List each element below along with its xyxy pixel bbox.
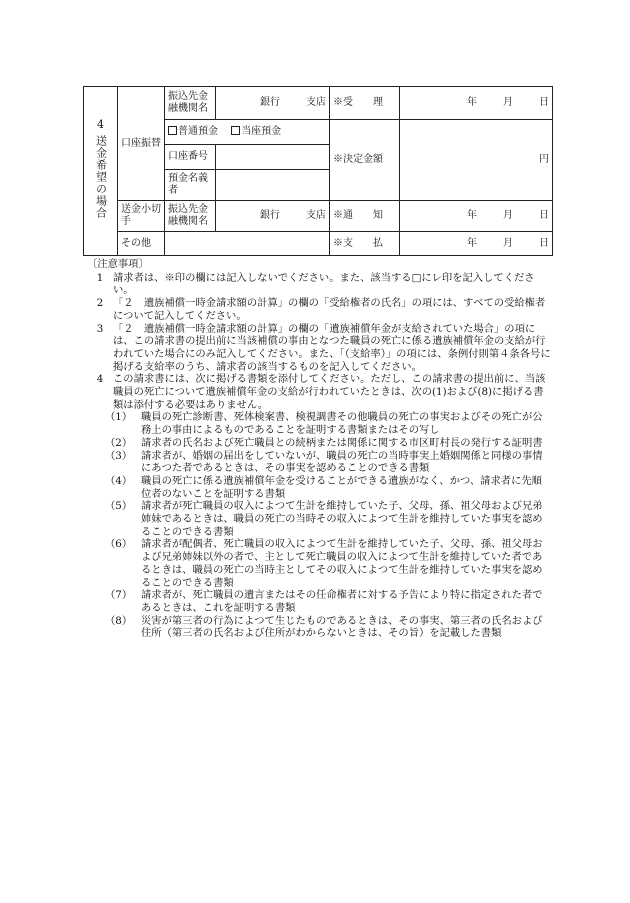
- month-label: 月: [503, 237, 513, 249]
- note-item-3: 3 「２ 遺族補償一時金請求額の計算」の欄の「遺族補償年金が支給されていた場合」の項には、この請求書の提出前に当該補償の事由となつた職員の死亡に係る遺族補償年金の支給が行われていた場合にのみ記入してください。また、「（支給率）」の項には、条例付則第４条各号に掲げる支給率のうち、請求者の該当するものを記入してください。: [96, 322, 551, 373]
- remittance-table: [83, 86, 553, 256]
- decided-amount-field[interactable]: [400, 120, 553, 201]
- attachment-item-5: （5） 請求者が死亡職員の収入によつて生計を維持していた子、父母、孫、祖父母および兄弟姉妹であるときは、職員の死亡の当時その収入によつて生計を維持していた事実を認めることのできる書類: [105, 500, 543, 538]
- check-bank-name-field[interactable]: [216, 201, 330, 232]
- attachment-item-1: （1） 職員の死亡診断書、死体検案書、検視調書その他職員の死亡の事実およびその死亡が公務上の事由によるものであることを証明する書類またはその写し: [105, 411, 543, 437]
- notes-section: [87, 258, 552, 640]
- bank-name-label: 振込先金融機関名: [165, 87, 216, 120]
- attachment-item-3: （3） 請求者が、婚姻の届出をしていないが、職員の死亡の当時事実上婚姻関係と同様の事情にあつた者であるときは、その事実を認めることのできる書類: [105, 449, 543, 475]
- month-label: 月: [503, 97, 513, 108]
- check-bank-name-label: 振込先金融機関名: [165, 201, 216, 232]
- current-deposit-label: 当座預金: [241, 126, 282, 137]
- month-label: 月: [503, 210, 513, 221]
- receipt-label: ※受 理: [330, 87, 400, 120]
- bank-label: 銀行: [260, 210, 280, 221]
- year-label: 年: [467, 210, 477, 221]
- payment-label: ※支 払: [330, 232, 400, 256]
- attachment-item-6: （6） 請求者が配偶者、死亡職員の収入によつて生計を維持していた子、父母、孫、祖父母および兄弟姉妹以外の者で、主として死亡職員の収入によつて生計を維持していた者であるときは、職員の死亡の当時主としてその収入によつて生計を維持していた事実を認めることのできる書類: [105, 538, 543, 589]
- account-number-label: 口座番号: [165, 145, 216, 170]
- account-holder-label: 預金名義者: [165, 170, 216, 201]
- branch-label: 支店: [306, 210, 326, 221]
- year-label: 年: [467, 97, 477, 108]
- current-deposit-checkbox[interactable]: [231, 126, 240, 135]
- section-title: 送金希望の場合: [94, 135, 108, 219]
- attachment-item-8: （8） 災害が第三者の行為によつて生じたものであるときは、その事実、第三者の氏名および住所（第三者の氏名および住所がわからないときは、その旨）を記載した書類: [105, 614, 543, 640]
- note-item-2: 2 「２ 遺族補償一時金請求額の計算」の欄の「受給権者の氏名」の項には、すべての受給権者について記入してください。: [96, 297, 546, 322]
- account-holder-field[interactable]: [216, 170, 330, 201]
- payment-date-field[interactable]: [400, 232, 553, 256]
- day-label: 日: [539, 97, 549, 108]
- branch-label: 支店: [306, 97, 326, 108]
- decided-amount-label: ※決定金額: [330, 120, 400, 201]
- other-field[interactable]: [165, 232, 330, 256]
- yen-label: 円: [539, 154, 549, 165]
- note-item-1: 1 請求者は、※印の欄には記入しないでください。また、該当する□にレ印を記入してください。: [96, 271, 535, 297]
- notice-date-field[interactable]: [400, 201, 553, 232]
- ordinary-deposit-label: 普通預金: [178, 126, 218, 137]
- attachment-item-4: （4） 職員の死亡に係る遺族補償年金を受けることができる遺族がなく、かつ、請求者に先順位者のないことを証明する書類: [105, 474, 542, 500]
- remittance-check-label: 送金小切手: [118, 201, 165, 232]
- day-label: 日: [539, 210, 549, 221]
- day-label: 日: [539, 237, 549, 249]
- notes-title: 〔注意事項〕: [87, 258, 149, 270]
- attachment-item-2: （2） 請求者の氏名および死亡職員との続柄または関係に関する市区町村長の発行する証明書: [105, 436, 543, 449]
- bank-label: 銀行: [260, 97, 280, 108]
- account-number-field[interactable]: [216, 145, 330, 170]
- note-item-4: 4 この請求書には、次に掲げる書類を添付してください。ただし、この請求書の提出前に、当該職員の死亡について遺族補償年金の支給が行われていたときは、次の(1)および(8)に掲げる書類は添付する必要はありません。: [96, 373, 546, 411]
- receipt-date-field[interactable]: [400, 87, 553, 120]
- deposit-type-field: [165, 120, 330, 145]
- other-label: その他: [118, 232, 165, 256]
- ordinary-deposit-checkbox[interactable]: [168, 126, 177, 135]
- account-transfer-label: 口座振替: [118, 87, 165, 201]
- attachment-item-7: （7） 請求者が、死亡職員の遺言またはその任命権者に対する予告により特に指定された者であるときは、これを証明する書類: [105, 589, 543, 614]
- section-4-label: [84, 87, 118, 256]
- year-label: 年: [467, 237, 477, 249]
- section-number: 4: [97, 118, 104, 131]
- notice-label: ※通 知: [330, 201, 400, 232]
- bank-name-field[interactable]: [216, 87, 330, 120]
